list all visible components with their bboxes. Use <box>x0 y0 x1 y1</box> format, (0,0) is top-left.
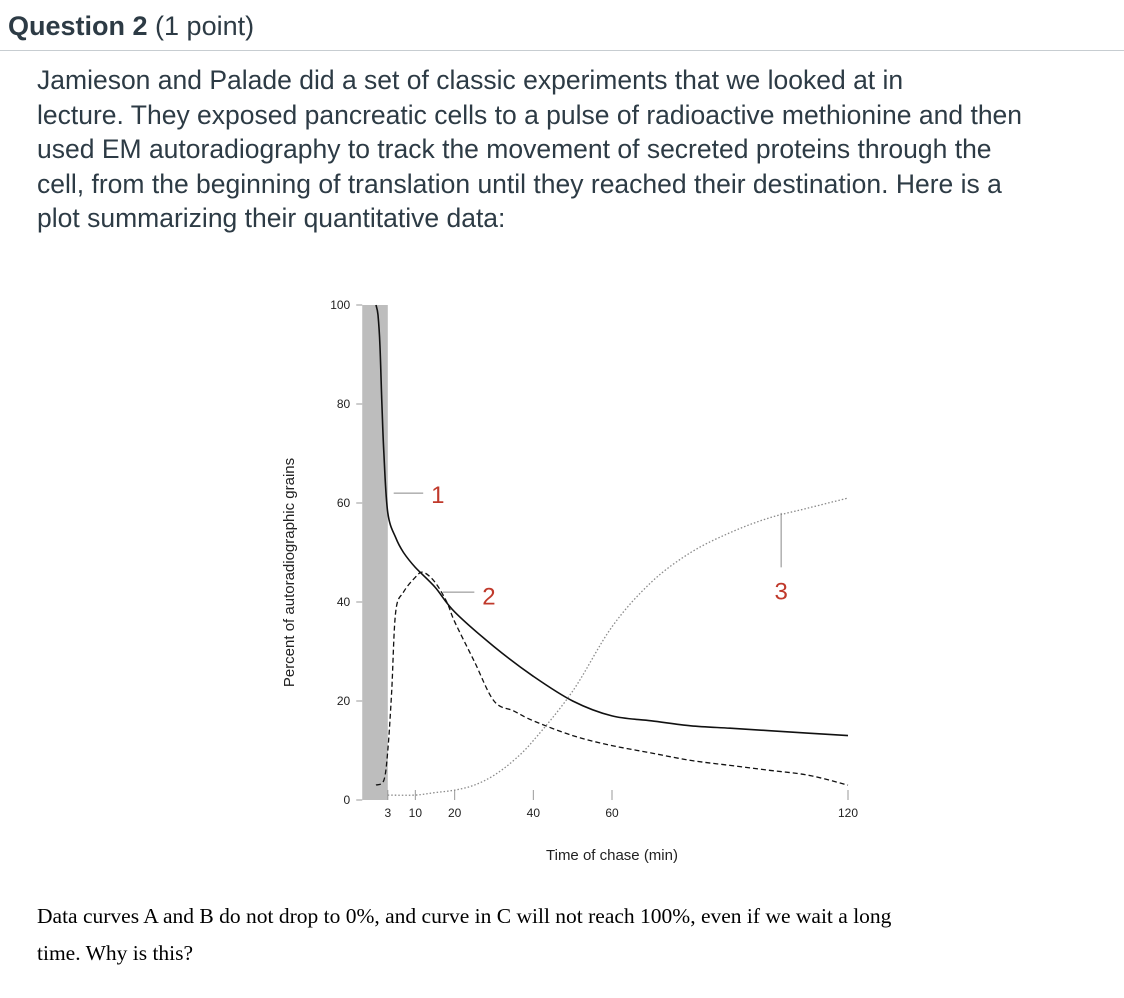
annotation-label-1: 1 <box>431 482 445 509</box>
question-prompt <box>37 63 1117 236</box>
question-points: (1 point) <box>155 11 255 41</box>
autoradiography-chart <box>270 290 870 880</box>
x-tick-label: 10 <box>408 806 423 820</box>
y-tick-label: 20 <box>336 694 351 708</box>
series-3-line <box>388 498 848 795</box>
prompt-line: cell, from the beginning of translation until they reached their destination. Here is a <box>37 168 1002 199</box>
y-axis-title: Percent of autoradiographic grains <box>281 457 298 688</box>
x-tick-label: 40 <box>526 806 541 820</box>
prompt-line: lecture. They exposed pancreatic cells to a pulse of radioactive methionine and then <box>37 99 1023 130</box>
y-tick-label: 40 <box>336 595 351 609</box>
question-followup <box>37 898 1097 972</box>
annotation-label-3: 3 <box>774 578 788 606</box>
followup-line: Data curves A and B do not drop to 0%, and curve in C will not reach 100%, even if we wait a long <box>37 904 892 928</box>
y-tick-label: 60 <box>336 496 351 510</box>
pulse-bar <box>362 305 388 800</box>
x-tick-label: 120 <box>837 806 859 820</box>
x-tick-label: 60 <box>605 806 619 820</box>
prompt-line: used EM autoradiography to track the movement of secreted proteins through the <box>37 134 992 164</box>
followup-line: time. Why is this? <box>37 941 194 965</box>
chart-svg <box>270 290 870 880</box>
header-divider <box>0 50 1124 51</box>
series-1-line <box>376 305 848 736</box>
y-tick-label: 80 <box>336 397 351 411</box>
x-axis-title: Time of chase (min) <box>546 847 678 864</box>
x-tick-label: 20 <box>447 806 462 820</box>
question-title: Question 2 <box>8 11 148 41</box>
y-tick-label: 100 <box>330 298 351 312</box>
x-tick-label: 3 <box>384 806 392 820</box>
y-tick-label: 0 <box>343 793 351 807</box>
prompt-line: plot summarizing their quantitative data: <box>37 203 506 233</box>
question-header <box>8 6 254 46</box>
prompt-line: Jamieson and Palade did a set of classic experiments that we looked at in <box>37 65 904 95</box>
annotation-label-2: 2 <box>482 583 496 611</box>
